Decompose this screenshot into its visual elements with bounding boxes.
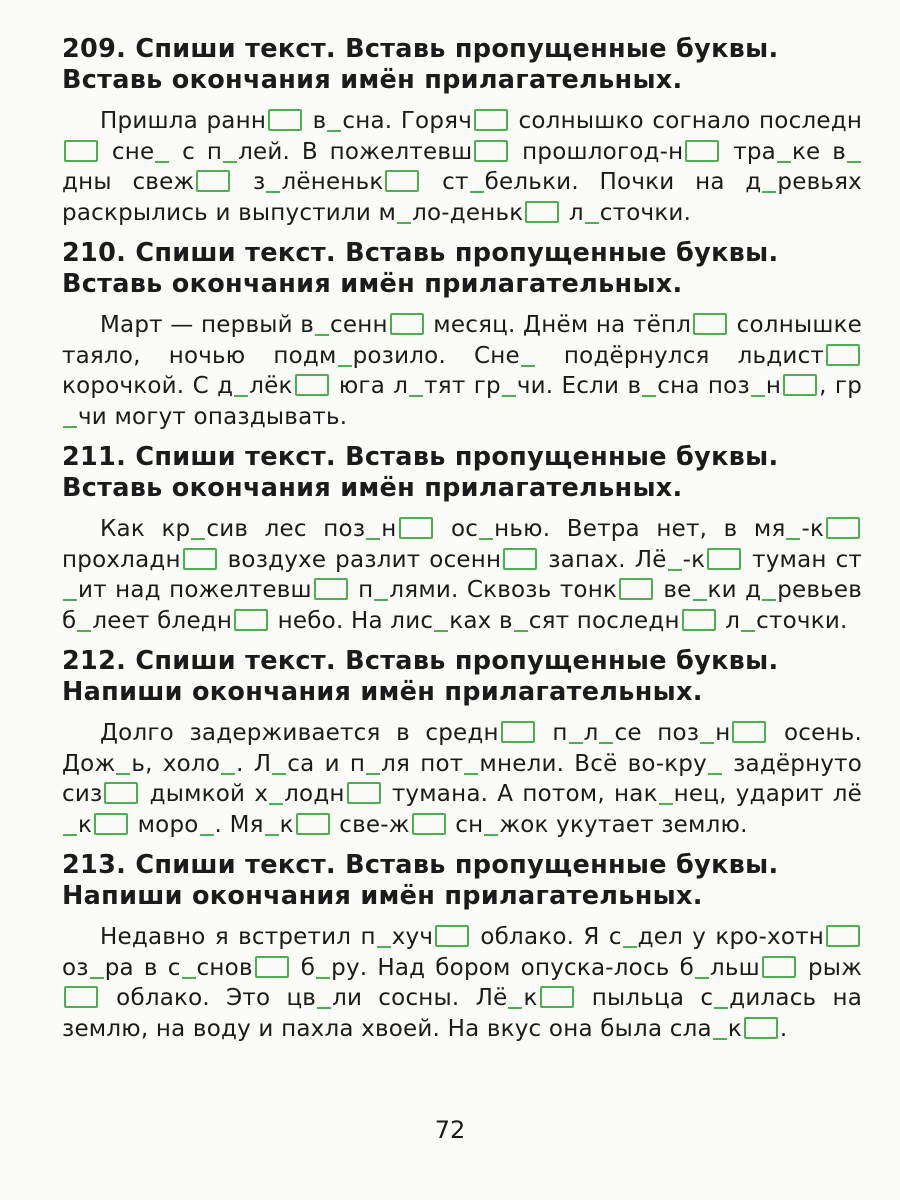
missing-letter-blank <box>470 171 484 193</box>
exercise-text: Долго задерживается в средн п л се поз н осень. Дож ь, холо . Л са и п ля пот мнели. Всё во-кру задёрнуто сиз дымкой х лодн тумана. А потом, нак нец, ударит лёк моро . Мя к све-ж сн жок укутает землю. <box>62 720 863 838</box>
missing-letter-blank <box>77 610 91 632</box>
missing-letter-blank <box>693 579 707 601</box>
missing-letter-blank <box>642 375 656 397</box>
ending-blank-box <box>196 170 230 192</box>
exercise-instruction: Спиши текст. Вставь пропущенные буквы. Вставь окончания имён прилагательных. <box>62 238 779 299</box>
ending-blank-box <box>94 813 128 835</box>
missing-letter-blank <box>90 957 104 979</box>
ending-blank-box <box>234 609 268 631</box>
missing-letter-blank <box>316 957 330 979</box>
missing-letter-blank <box>327 110 341 132</box>
exercise-text: Март — первый в сенн месяц. Днём на тёпл солнышке таяло, ночью подм розило. Сне подёрнулся льдист корочкой. С д лёк юга л тят гр чи. Если в сна поз н , грчи могут опаздывать. <box>62 312 863 430</box>
missing-letter-blank <box>479 518 493 540</box>
ending-blank-box <box>826 517 860 539</box>
missing-letter-blank <box>221 753 235 775</box>
ending-blank-box <box>826 344 860 366</box>
exercise-number: 211. <box>62 442 127 472</box>
exercise-instruction: Спиши текст. Вставь пропущенные буквы. Вставь окончания имён прилагательных. <box>62 34 779 95</box>
ending-blank-box <box>685 140 719 162</box>
exercise-instruction: Спиши текст. Вставь пропущенные буквы. Вставь окончания имён прилагательных. <box>62 442 779 503</box>
missing-letter-blank <box>623 926 637 948</box>
exercise-number: 212. <box>62 646 127 676</box>
missing-letter-blank <box>374 579 388 601</box>
exercise-heading <box>62 34 862 96</box>
missing-letter-blank <box>377 926 391 948</box>
missing-letter-blank <box>786 518 800 540</box>
exercise-text: Недавно я встретил п хуч облако. Я с дел у кро-хотн оз ра в с снов б ру. Над бором опуска-лось б льш рыж облако. Это цв ли сосны. Лё к пыльца с дилась на землю, на воду и пахла хвоей. На вкус она была сла к . <box>62 924 863 1042</box>
ending-blank-box <box>296 813 330 835</box>
exercise-heading <box>62 238 862 300</box>
missing-letter-blank <box>409 375 423 397</box>
exercise-209 <box>62 34 862 228</box>
missing-letter-blank <box>714 987 728 1009</box>
missing-letter-blank <box>366 753 380 775</box>
page-number: 72 <box>434 1116 466 1144</box>
missing-letter-blank <box>315 314 329 336</box>
missing-letter-blank <box>668 549 682 571</box>
missing-letter-blank <box>116 753 130 775</box>
ending-blank-box <box>619 578 653 600</box>
exercise-210 <box>62 238 862 432</box>
ending-blank-box <box>390 313 424 335</box>
ending-blank-box <box>268 109 302 131</box>
ending-blank-box <box>295 374 329 396</box>
ending-blank-box <box>347 782 381 804</box>
exercise-number: 209. <box>62 34 127 64</box>
ending-blank-box <box>525 201 559 223</box>
missing-letter-blank <box>713 1018 727 1040</box>
ending-blank-box <box>732 721 766 743</box>
ending-blank-box <box>385 170 419 192</box>
ending-blank-box <box>64 140 98 162</box>
missing-letter-blank <box>741 610 755 632</box>
missing-letter-blank <box>569 722 583 744</box>
missing-letter-blank <box>397 202 411 224</box>
exercise-number: 210. <box>62 238 127 268</box>
exercise-instruction: Спиши текст. Вставь пропущенные буквы. Напиши окончания имён прилагательных. <box>62 850 779 911</box>
ending-blank-box <box>826 925 860 947</box>
ending-blank-box <box>501 721 535 743</box>
missing-letter-blank <box>777 141 791 163</box>
missing-letter-blank <box>63 579 77 601</box>
missing-letter-blank <box>847 141 861 163</box>
ending-blank-box <box>474 109 508 131</box>
missing-letter-blank <box>366 518 380 540</box>
missing-letter-blank <box>200 814 214 836</box>
ending-blank-box <box>682 609 716 631</box>
ending-blank-box <box>707 548 741 570</box>
missing-letter-blank <box>234 375 248 397</box>
ending-blank-box <box>474 140 508 162</box>
missing-letter-blank <box>708 753 722 775</box>
missing-letter-blank <box>585 202 599 224</box>
missing-letter-blank <box>191 518 205 540</box>
missing-letter-blank <box>514 610 528 632</box>
missing-letter-blank <box>751 375 765 397</box>
missing-letter-blank <box>317 987 331 1009</box>
missing-letter-blank <box>272 753 286 775</box>
exercise-text: Пришла ранн в сна. Горяч солнышко согнало последн сне с п лей. В пожелтевш прошлогод-н тра ке вдны свеж з лёненьк ст бельки. Почки на д ревьях раскрылись и выпустили м ло-деньк л сточки. <box>62 108 863 226</box>
missing-letter-blank <box>484 814 498 836</box>
missing-letter-blank <box>269 783 283 805</box>
ending-blank-box <box>744 1017 778 1039</box>
ending-blank-box <box>255 956 289 978</box>
missing-letter-blank <box>338 345 352 367</box>
missing-letter-blank <box>155 141 169 163</box>
missing-letter-blank <box>182 957 196 979</box>
missing-letter-blank <box>599 722 613 744</box>
ending-blank-box <box>435 925 469 947</box>
ending-blank-box <box>104 782 138 804</box>
missing-letter-blank <box>508 987 522 1009</box>
ending-blank-box <box>64 986 98 1008</box>
missing-letter-blank <box>63 406 77 428</box>
missing-letter-blank <box>762 171 776 193</box>
ending-blank-box <box>693 313 727 335</box>
missing-letter-blank <box>434 610 448 632</box>
textbook-page <box>62 34 862 1054</box>
missing-letter-blank <box>63 814 77 836</box>
exercise-213 <box>62 850 862 1044</box>
missing-letter-blank <box>502 375 516 397</box>
ending-blank-box <box>412 813 446 835</box>
exercise-212 <box>62 646 862 840</box>
ending-blank-box <box>783 374 817 396</box>
missing-letter-blank <box>521 345 535 367</box>
missing-letter-blank <box>266 171 280 193</box>
missing-letter-blank <box>659 783 673 805</box>
ending-blank-box <box>399 517 433 539</box>
exercise-211 <box>62 442 862 636</box>
ending-blank-box <box>503 548 537 570</box>
ending-blank-box <box>314 578 348 600</box>
missing-letter-blank <box>700 722 714 744</box>
missing-letter-blank <box>695 957 709 979</box>
missing-letter-blank <box>762 579 776 601</box>
exercise-heading <box>62 442 862 504</box>
exercise-instruction: Спиши текст. Вставь пропущенные буквы. Напиши окончания имён прилагательных. <box>62 646 779 707</box>
missing-letter-blank <box>464 753 478 775</box>
ending-blank-box <box>183 548 217 570</box>
exercise-heading <box>62 850 862 912</box>
ending-blank-box <box>540 986 574 1008</box>
missing-letter-blank <box>223 141 237 163</box>
exercise-text: Как кр сив лес поз н ос нью. Ветра нет, в мя -к прохладн воздухе разлит осенн запах. Лё -к туман стит над пожелтевш п лями. Сквозь тонк ве ки д ревьев б леет бледн небо. На лис ках в сят последн л сточки. <box>62 516 863 634</box>
ending-blank-box <box>762 956 796 978</box>
exercise-heading <box>62 646 862 708</box>
missing-letter-blank <box>265 814 279 836</box>
exercise-number: 213. <box>62 850 127 880</box>
